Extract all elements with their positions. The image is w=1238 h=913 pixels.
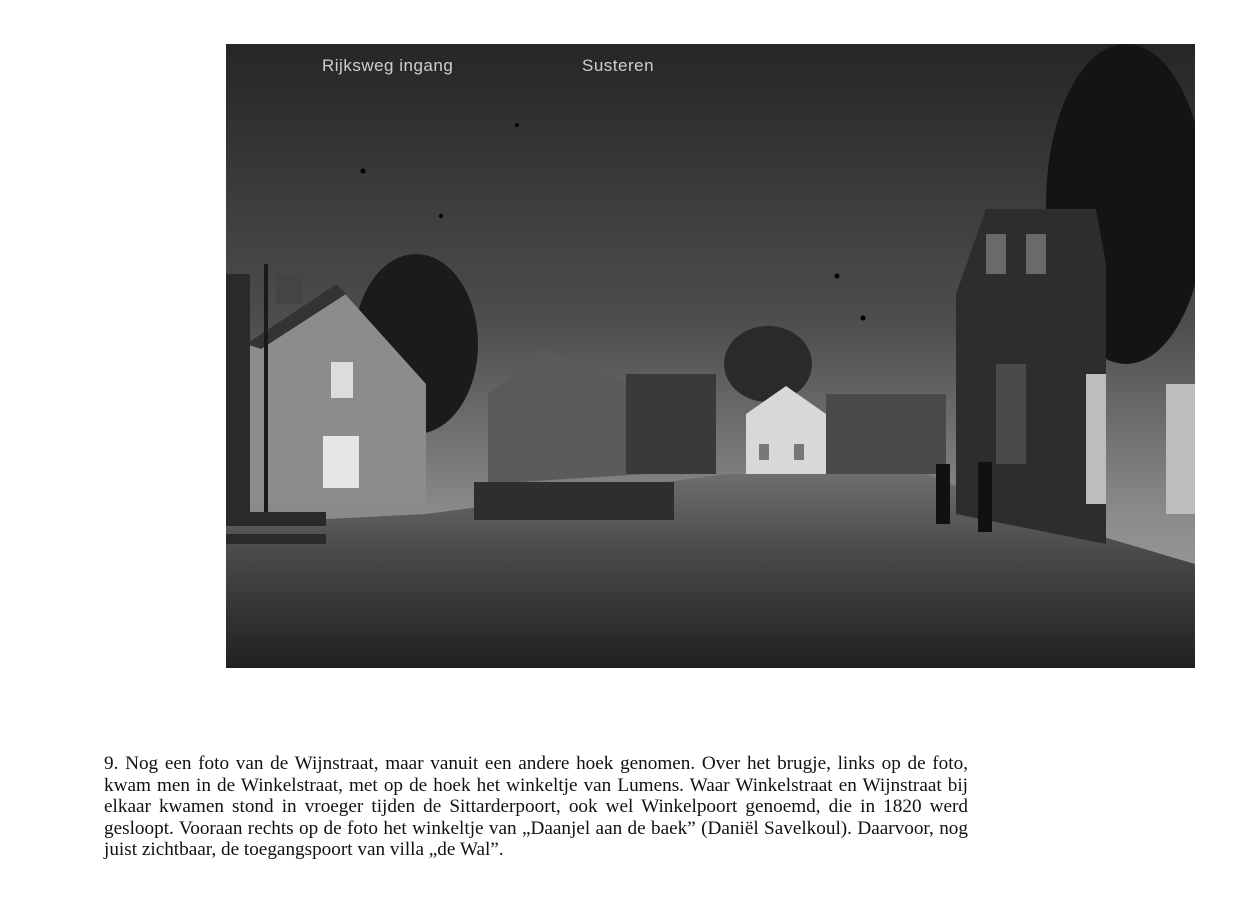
photo-inscription-right: Susteren [582,56,655,75]
historic-street-photo [226,44,1195,668]
photo-inscription-left: Rijksweg ingang [322,56,454,75]
photo-caption: 9. Nog een foto van de Wijnstraat, maar vanuit een andere hoek genomen. Over het brugje, links op de foto, kwam men in de Winkelstraat, met op de hoek het winkeltje van Lumens. Waar Winkelstraat en Wijnstraat bij elkaar kwamen stond in vroeger tijden de Sittarderpoort, ook wel Winkelpoort genoemd, die in 1820 werd gesloopt. Vooraan rechts op de foto het winkeltje van „Daanjel aan de baek” (Daniël Savelkoul). Daarvoor, nog juist zichtbaar, de toegangspoort van villa „de Wal”. [104,753,968,861]
street-scene-illustration [226,44,1195,668]
